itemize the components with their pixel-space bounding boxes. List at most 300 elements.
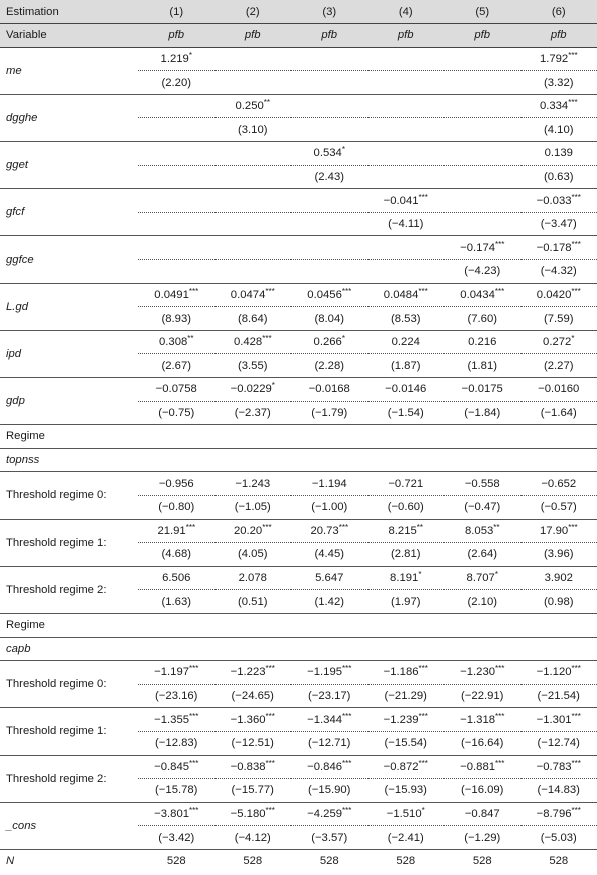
significance-stars: *** <box>571 805 581 815</box>
t-statistic-cell: (−0.80) <box>138 495 215 519</box>
t-statistic-cell <box>444 165 521 189</box>
coefficient-value: −0.174 <box>460 241 496 254</box>
coefficient-value: 8.191 <box>390 572 419 585</box>
significance-stars: *** <box>418 286 428 296</box>
t-statistic-cell: (8.53) <box>368 307 445 331</box>
coefficient-value: −1.344 <box>307 713 343 726</box>
significance-stars: *** <box>495 711 505 721</box>
significance-stars: *** <box>568 522 578 532</box>
coefficient-cell <box>368 755 445 779</box>
regime-section-row <box>0 425 597 449</box>
coefficient-row <box>0 708 597 732</box>
t-statistic-cell <box>138 165 215 189</box>
coefficient-cell <box>368 378 445 402</box>
header-row-estimation <box>0 0 597 24</box>
t-statistic-cell: (3.32) <box>521 71 597 95</box>
variable-label: L.gd <box>0 283 138 330</box>
coefficient-value: 0.0484 <box>383 288 419 301</box>
coefficient-cell <box>215 330 292 354</box>
coefficient-value: 8.053 <box>464 524 494 537</box>
t-statistic-cell <box>444 71 521 95</box>
significance-stars: *** <box>571 664 581 674</box>
observations-cell: 528 <box>166 855 186 868</box>
t-statistic-cell: (−16.64) <box>444 731 521 755</box>
coefficient-cell <box>291 566 368 590</box>
t-statistic-cell: (0.63) <box>521 165 597 189</box>
observations-cell: 528 <box>319 855 339 868</box>
t-statistic-cell: (−16.09) <box>444 779 521 803</box>
t-statistic-cell: (−2.41) <box>368 826 445 850</box>
coefficient-cell <box>138 189 215 213</box>
coefficient-cell <box>291 755 368 779</box>
coefficient-value: −0.956 <box>158 477 194 490</box>
t-statistic-cell <box>291 212 368 236</box>
t-statistic-cell: (−15.77) <box>215 779 292 803</box>
coefficient-cell <box>368 566 445 590</box>
significance-stars: * <box>571 334 575 344</box>
coefficient-cell <box>291 472 368 496</box>
variable-label: dgghe <box>0 94 138 141</box>
coefficient-row <box>0 142 597 166</box>
significance-stars: *** <box>189 758 199 768</box>
coefficient-value: 20.20 <box>233 524 263 537</box>
significance-stars: *** <box>418 758 428 768</box>
coefficient-value: −0.0146 <box>385 383 427 396</box>
t-statistic-cell <box>444 118 521 142</box>
coefficient-value: −0.881 <box>460 760 496 773</box>
t-statistic-cell: (−23.16) <box>138 684 215 708</box>
coefficient-value: −1.230 <box>460 666 496 679</box>
t-statistic-cell <box>291 260 368 284</box>
coefficient-row <box>0 330 597 354</box>
t-statistic-cell: (2.64) <box>444 543 521 567</box>
variable-label: Threshold regime 1: <box>0 708 138 755</box>
coefficient-row <box>0 94 597 118</box>
t-statistic-cell: (−5.03) <box>521 826 597 850</box>
coefficient-cell <box>215 378 292 402</box>
header-dep-var: pfb <box>138 24 215 48</box>
variable-label: Threshold regime 2: <box>0 755 138 802</box>
coefficient-cell <box>521 330 597 354</box>
t-statistic-cell: (−3.57) <box>291 826 368 850</box>
t-statistic-cell: (4.05) <box>215 543 292 567</box>
t-statistic-cell <box>291 118 368 142</box>
t-statistic-cell: (2.28) <box>291 354 368 378</box>
significance-stars: *** <box>342 805 352 815</box>
coefficient-value: −0.041 <box>383 194 419 207</box>
header-col-2: (2) <box>215 0 292 24</box>
coefficient-value: −0.838 <box>230 760 266 773</box>
coefficient-cell <box>138 755 215 779</box>
t-statistic-cell: (4.45) <box>291 543 368 567</box>
coefficient-value: −1.239 <box>383 713 419 726</box>
coefficient-cell <box>291 94 368 118</box>
coefficient-value: −1.223 <box>230 666 266 679</box>
significance-stars: *** <box>495 664 505 674</box>
coefficient-cell <box>368 94 445 118</box>
coefficient-cell <box>444 236 521 260</box>
coefficient-value: 0.266 <box>313 336 342 349</box>
coefficient-cell <box>521 472 597 496</box>
coefficient-cell <box>521 283 597 307</box>
t-statistic-cell: (−24.65) <box>215 684 292 708</box>
variable-label: Threshold regime 1: <box>0 519 138 566</box>
coefficient-cell <box>138 708 215 732</box>
coefficient-cell <box>444 472 521 496</box>
t-statistic-cell: (−0.47) <box>444 495 521 519</box>
coefficient-cell <box>291 142 368 166</box>
variable-label: gget <box>0 142 138 189</box>
significance-stars: *** <box>189 664 199 674</box>
t-statistic-cell: (−12.51) <box>215 731 292 755</box>
coefficient-value: 21.91 <box>157 524 186 537</box>
significance-stars: ** <box>416 522 423 532</box>
coefficient-cell <box>521 47 597 71</box>
coefficient-value: −0.783 <box>536 760 572 773</box>
coefficient-cell <box>444 755 521 779</box>
t-statistic-cell: (−1.00) <box>291 495 368 519</box>
coefficient-value: −1.510 <box>386 807 422 820</box>
coefficient-row <box>0 283 597 307</box>
coefficient-value: 0.428 <box>233 336 263 349</box>
coefficient-value: −5.180 <box>230 807 266 820</box>
coefficient-value: 2.078 <box>238 572 267 585</box>
t-statistic-cell: (−3.47) <box>521 212 597 236</box>
coefficient-cell <box>368 661 445 685</box>
significance-stars: *** <box>342 711 352 721</box>
coefficient-value: −0.033 <box>536 194 572 207</box>
significance-stars: * <box>341 334 345 344</box>
coefficient-value: 0.250 <box>235 100 264 113</box>
coefficient-value: 6.506 <box>162 572 191 585</box>
t-statistic-cell <box>215 260 292 284</box>
coefficient-row <box>0 189 597 213</box>
coefficient-cell <box>215 472 292 496</box>
t-statistic-cell: (1.87) <box>368 354 445 378</box>
coefficient-value: −1.194 <box>311 477 347 490</box>
coefficient-cell <box>368 472 445 496</box>
coefficient-cell <box>368 330 445 354</box>
coefficient-value: −0.847 <box>464 807 500 820</box>
coefficient-value: 0.139 <box>544 147 573 160</box>
significance-stars: ** <box>263 98 270 108</box>
coefficient-cell <box>444 189 521 213</box>
header-estimation-label: Estimation <box>0 0 138 24</box>
coefficient-cell <box>215 189 292 213</box>
coefficient-cell <box>138 236 215 260</box>
coefficient-cell <box>138 566 215 590</box>
coefficient-row <box>0 661 597 685</box>
coefficient-row <box>0 47 597 71</box>
header-col-6: (6) <box>521 0 597 24</box>
coefficient-value: −0.652 <box>541 477 577 490</box>
t-statistic-cell: (−12.71) <box>291 731 368 755</box>
coefficient-cell <box>215 755 292 779</box>
t-statistic-cell: (−15.78) <box>138 779 215 803</box>
significance-stars: ** <box>187 334 194 344</box>
t-statistic-cell: (1.63) <box>138 590 215 614</box>
coefficient-row <box>0 236 597 260</box>
observations-label: N <box>6 855 15 868</box>
t-statistic-cell: (7.59) <box>521 307 597 331</box>
coefficient-cell <box>215 47 292 71</box>
t-statistic-cell: (1.97) <box>368 590 445 614</box>
significance-stars: * <box>418 570 422 580</box>
t-statistic-cell: (−1.64) <box>521 401 597 425</box>
t-statistic-cell: (8.64) <box>215 307 292 331</box>
t-statistic-cell: (2.27) <box>521 354 597 378</box>
observations-cell: 528 <box>549 855 569 868</box>
t-statistic-cell <box>368 71 445 95</box>
coefficient-cell <box>368 519 445 543</box>
coefficient-cell <box>368 189 445 213</box>
coefficient-cell <box>291 708 368 732</box>
t-statistic-cell: (−15.90) <box>291 779 368 803</box>
observations-cell: 528 <box>243 855 263 868</box>
coefficient-value: 1.792 <box>539 52 569 65</box>
coefficient-value: −1.360 <box>230 713 266 726</box>
t-statistic-cell: (1.42) <box>291 590 368 614</box>
header-dep-var: pfb <box>368 24 445 48</box>
header-dep-var: pfb <box>291 24 368 48</box>
coefficient-value: 0.0434 <box>460 288 495 301</box>
significance-stars: *** <box>265 805 275 815</box>
significance-stars: *** <box>188 286 199 296</box>
t-statistic-cell <box>368 165 445 189</box>
coefficient-cell <box>368 708 445 732</box>
t-statistic-cell: (−12.83) <box>138 731 215 755</box>
coefficient-value: −0.558 <box>464 477 500 490</box>
significance-stars: *** <box>341 286 352 296</box>
significance-stars: *** <box>265 758 275 768</box>
t-statistic-cell: (−15.54) <box>368 731 445 755</box>
coefficient-cell <box>444 330 521 354</box>
t-statistic-cell: (−23.17) <box>291 684 368 708</box>
variable-label: ipd <box>0 330 138 377</box>
coefficient-value: 1.219 <box>160 52 189 65</box>
coefficient-cell <box>444 519 521 543</box>
coefficient-value: 0.0420 <box>536 288 572 301</box>
significance-stars: *** <box>262 334 272 344</box>
coefficient-value: 0.0491 <box>154 288 189 301</box>
significance-stars: *** <box>494 286 505 296</box>
coefficient-row <box>0 566 597 590</box>
significance-stars: *** <box>185 522 196 532</box>
t-statistic-cell <box>138 118 215 142</box>
t-statistic-cell: (−12.74) <box>521 731 597 755</box>
variable-label: Threshold regime 0: <box>0 661 138 708</box>
coefficient-cell <box>291 236 368 260</box>
t-statistic-cell: (4.68) <box>138 543 215 567</box>
t-statistic-cell <box>444 212 521 236</box>
significance-stars: ** <box>493 522 500 532</box>
coefficient-cell <box>368 236 445 260</box>
coefficient-value: 3.902 <box>544 572 573 585</box>
t-statistic-cell: (−1.84) <box>444 401 521 425</box>
coefficient-row <box>0 755 597 779</box>
regime-section-row-label: Regime <box>0 613 597 637</box>
coefficient-row <box>0 378 597 402</box>
t-statistic-cell: (−1.54) <box>368 401 445 425</box>
t-statistic-cell: (2.10) <box>444 590 521 614</box>
observations-row <box>0 849 597 873</box>
t-statistic-cell: (−4.23) <box>444 260 521 284</box>
variable-label: _cons <box>0 802 138 849</box>
coefficient-value: 8.215 <box>388 524 417 537</box>
observations-cell: 528 <box>472 855 492 868</box>
coefficient-cell <box>291 189 368 213</box>
coefficient-value: −4.259 <box>307 807 343 820</box>
variable-label: ggfce <box>0 236 138 283</box>
t-statistic-cell: (−1.79) <box>291 401 368 425</box>
coefficient-value: −0.845 <box>154 760 190 773</box>
header-col-5: (5) <box>444 0 521 24</box>
coefficient-cell <box>368 47 445 71</box>
coefficient-value: 8.707 <box>466 572 495 585</box>
coefficient-value: −0.721 <box>388 477 424 490</box>
coefficient-value: −1.197 <box>154 666 190 679</box>
coefficient-cell <box>138 661 215 685</box>
coefficient-value: 0.0474 <box>230 288 266 301</box>
t-statistic-cell: (−14.83) <box>521 779 597 803</box>
coefficient-value: −0.872 <box>383 760 419 773</box>
coefficient-value: −3.801 <box>154 807 190 820</box>
regime-section-row <box>0 613 597 637</box>
significance-stars: *** <box>571 192 581 202</box>
significance-stars: * <box>271 381 275 391</box>
coefficient-value: −1.355 <box>154 713 190 726</box>
t-statistic-cell: (−1.29) <box>444 826 521 850</box>
coefficient-cell <box>215 236 292 260</box>
significance-stars: *** <box>418 711 428 721</box>
coefficient-cell <box>291 330 368 354</box>
variable-label: Threshold regime 2: <box>0 566 138 613</box>
coefficient-cell <box>215 566 292 590</box>
significance-stars: *** <box>568 50 578 60</box>
significance-stars: *** <box>262 522 272 532</box>
coefficient-cell <box>215 94 292 118</box>
t-statistic-cell <box>138 260 215 284</box>
significance-stars: *** <box>495 758 505 768</box>
coefficient-value: 0.272 <box>543 336 572 349</box>
significance-stars: * <box>341 145 345 155</box>
coefficient-value: 5.647 <box>315 572 344 585</box>
significance-stars: *** <box>418 664 428 674</box>
t-statistic-cell: (−0.57) <box>521 495 597 519</box>
coefficient-cell <box>521 94 597 118</box>
threshold-variable-row-label: topnss <box>0 448 597 472</box>
significance-stars: *** <box>342 758 352 768</box>
t-statistic-cell <box>215 165 292 189</box>
coefficient-cell <box>138 378 215 402</box>
t-statistic-cell: (2.43) <box>291 165 368 189</box>
threshold-variable-row <box>0 637 597 661</box>
significance-stars: *** <box>265 711 275 721</box>
coefficient-value: −8.796 <box>536 807 572 820</box>
significance-stars: *** <box>342 664 352 674</box>
t-statistic-cell <box>291 71 368 95</box>
t-statistic-cell <box>215 71 292 95</box>
t-statistic-cell: (−21.29) <box>368 684 445 708</box>
significance-stars: *** <box>265 286 275 296</box>
coefficient-cell <box>368 142 445 166</box>
header-dep-var: pfb <box>521 24 597 48</box>
t-statistic-cell <box>138 212 215 236</box>
coefficient-cell <box>138 142 215 166</box>
coefficient-cell <box>368 802 445 826</box>
header-row-variable <box>0 24 597 48</box>
t-statistic-cell: (−2.37) <box>215 401 292 425</box>
coefficient-value: −0.0229 <box>230 383 272 396</box>
variable-label: me <box>0 47 138 94</box>
variable-label: gfcf <box>0 189 138 236</box>
significance-stars: *** <box>338 522 349 532</box>
significance-stars: *** <box>265 664 275 674</box>
coefficient-value: −1.318 <box>460 713 496 726</box>
coefficient-cell <box>521 236 597 260</box>
significance-stars: *** <box>189 711 199 721</box>
t-statistic-cell: (2.81) <box>368 543 445 567</box>
header-col-3: (3) <box>291 0 368 24</box>
coefficient-cell <box>444 661 521 685</box>
t-statistic-cell: (0.51) <box>215 590 292 614</box>
coefficient-cell <box>215 802 292 826</box>
coefficient-cell <box>444 378 521 402</box>
coefficient-cell <box>521 519 597 543</box>
threshold-variable-row-label: capb <box>0 637 597 661</box>
coefficient-cell <box>291 519 368 543</box>
t-statistic-cell: (2.67) <box>138 354 215 378</box>
coefficient-cell <box>444 47 521 71</box>
coefficient-value: 0.224 <box>391 336 420 349</box>
coefficient-value: −0.846 <box>307 760 343 773</box>
t-statistic-cell <box>215 212 292 236</box>
coefficient-value: 20.73 <box>310 524 339 537</box>
header-col-1: (1) <box>138 0 215 24</box>
coefficient-cell <box>521 566 597 590</box>
coefficient-cell <box>138 802 215 826</box>
t-statistic-cell: (−0.75) <box>138 401 215 425</box>
significance-stars: *** <box>571 239 581 249</box>
significance-stars: *** <box>189 805 199 815</box>
header-variable-label: Variable <box>0 24 138 48</box>
significance-stars: *** <box>571 711 581 721</box>
t-statistic-cell: (3.10) <box>215 118 292 142</box>
threshold-variable-row <box>0 448 597 472</box>
coefficient-row <box>0 472 597 496</box>
header-dep-var: pfb <box>444 24 521 48</box>
coefficient-row <box>0 802 597 826</box>
coefficient-cell <box>444 708 521 732</box>
t-statistic-cell: (−0.60) <box>368 495 445 519</box>
coefficient-cell <box>138 94 215 118</box>
significance-stars: *** <box>418 192 428 202</box>
t-statistic-cell: (−4.12) <box>215 826 292 850</box>
coefficient-value: 0.534 <box>313 147 342 160</box>
coefficient-value: 17.90 <box>539 524 569 537</box>
t-statistic-cell: (−15.93) <box>368 779 445 803</box>
t-statistic-cell: (−4.11) <box>368 212 445 236</box>
coefficient-cell <box>138 283 215 307</box>
coefficient-value: −1.120 <box>536 666 572 679</box>
header-dep-var: pfb <box>215 24 292 48</box>
coefficient-cell <box>215 519 292 543</box>
t-statistic-cell: (8.93) <box>138 307 215 331</box>
t-statistic-cell <box>368 118 445 142</box>
t-statistic-cell: (8.04) <box>291 307 368 331</box>
coefficient-cell <box>444 94 521 118</box>
t-statistic-cell: (−22.91) <box>444 684 521 708</box>
